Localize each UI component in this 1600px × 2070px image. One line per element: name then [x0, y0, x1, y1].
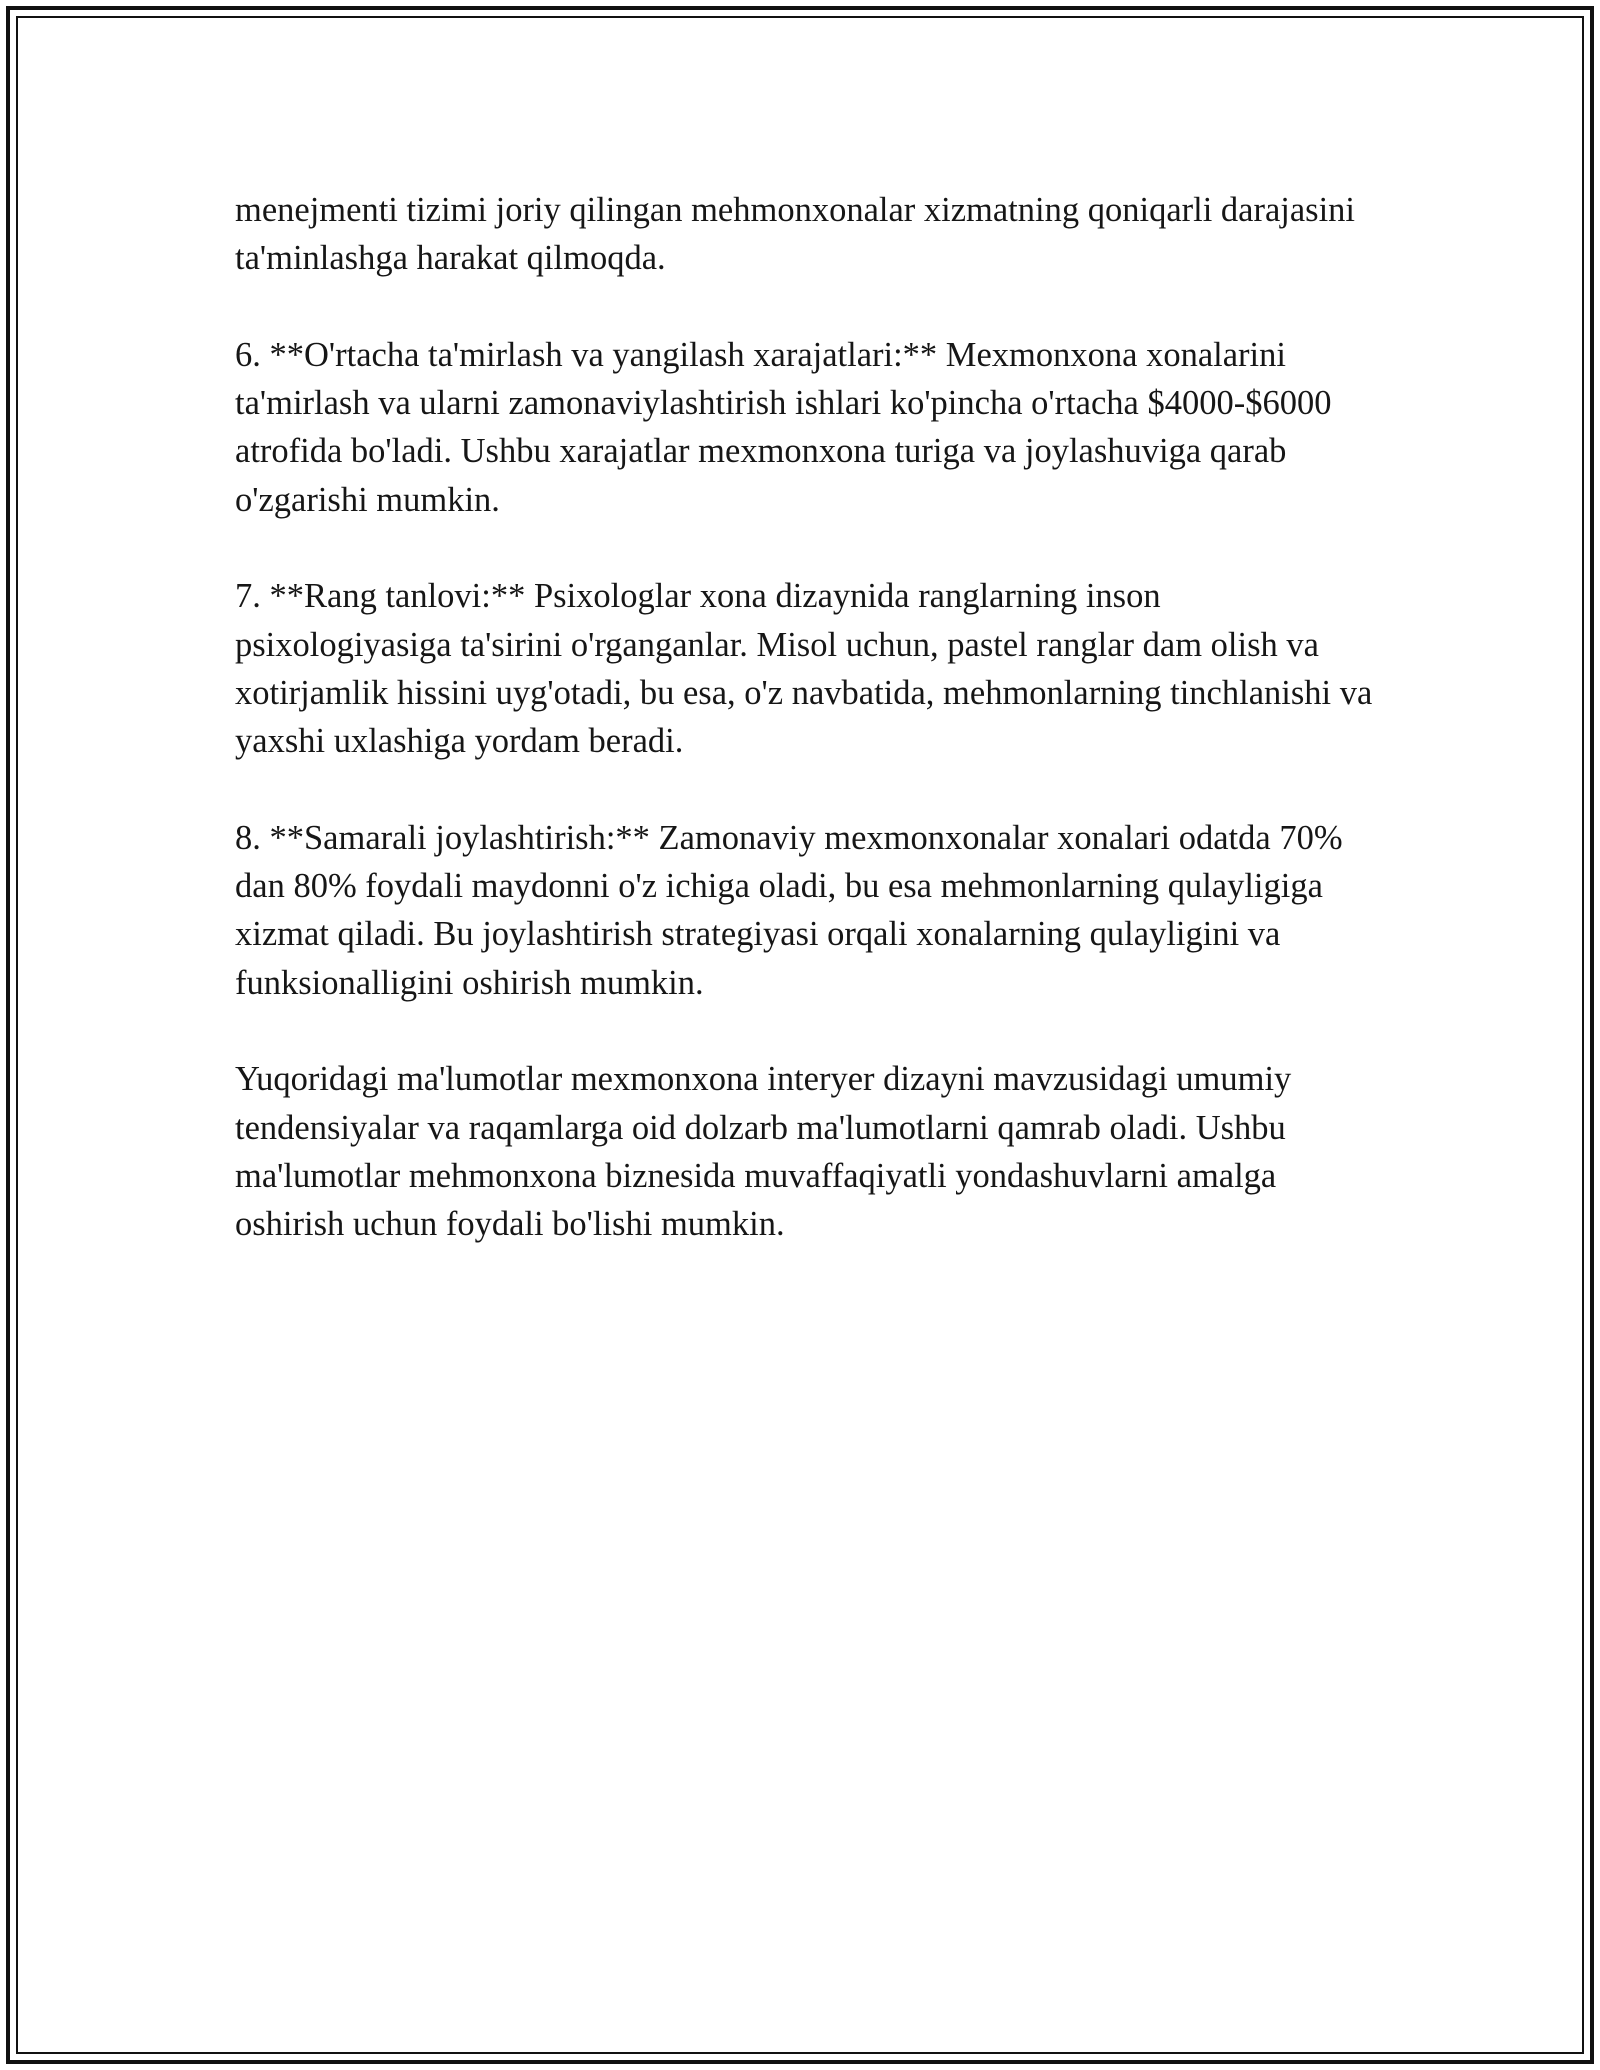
- paragraph-item-6: 6. **O'rtacha ta'mirlash va yangilash xarajatlari:** Mexmonxona xonalarini ta'mirlash va ularni zamonaviylashtirish ishlari ko'pincha o'rtacha $4000-$6000 atrofida bo'ladi. Ushbu xarajatlar mexmonxona turiga va joylashuviga qarab o'zgarishi mumkin.: [235, 335, 1332, 519]
- document-body: [235, 186, 1385, 1297]
- paragraph-conclusion: Yuqoridagi ma'lumotlar mexmonxona interyer dizayni mavzusidagi umumiy tendensiyalar va raqamlarga oid dolzarb ma'lumotlarni qamrab oladi. Ushbu ma'lumotlar mehmonxona biznesida muvaffaqiyatli yondashuvlarni amalga oshirish uchun foydali bo'lishi mumkin.: [235, 1060, 1292, 1244]
- paragraph-continuation: menejmenti tizimi joriy qilingan mehmonxonalar xizmatning qoniqarli darajasini ta'minlashga harakat qilmoqda.: [235, 191, 1356, 278]
- paragraph-item-7: 7. **Rang tanlovi:** Psixologlar xona dizaynida ranglarning inson psixologiyasiga ta'sirini o'rganganlar. Misol uchun, pastel ranglar dam olish va xotirjamlik hissini uyg'otadi, bu esa, o'z navbatida, mehmonlarning tinchlanishi va yaxshi uxlashiga yordam beradi.: [235, 577, 1373, 761]
- paragraph-item-8: 8. **Samarali joylashtirish:** Zamonaviy mexmonxonalar xonalari odatda 70% dan 80% foydali maydonni o'z ichiga oladi, bu esa mehmonlarning qulayligiga xizmat qiladi. Bu joylashtirish strategiyasi orqali xonalarning qulayligini va funksionalligini oshirish mumkin.: [235, 818, 1343, 1002]
